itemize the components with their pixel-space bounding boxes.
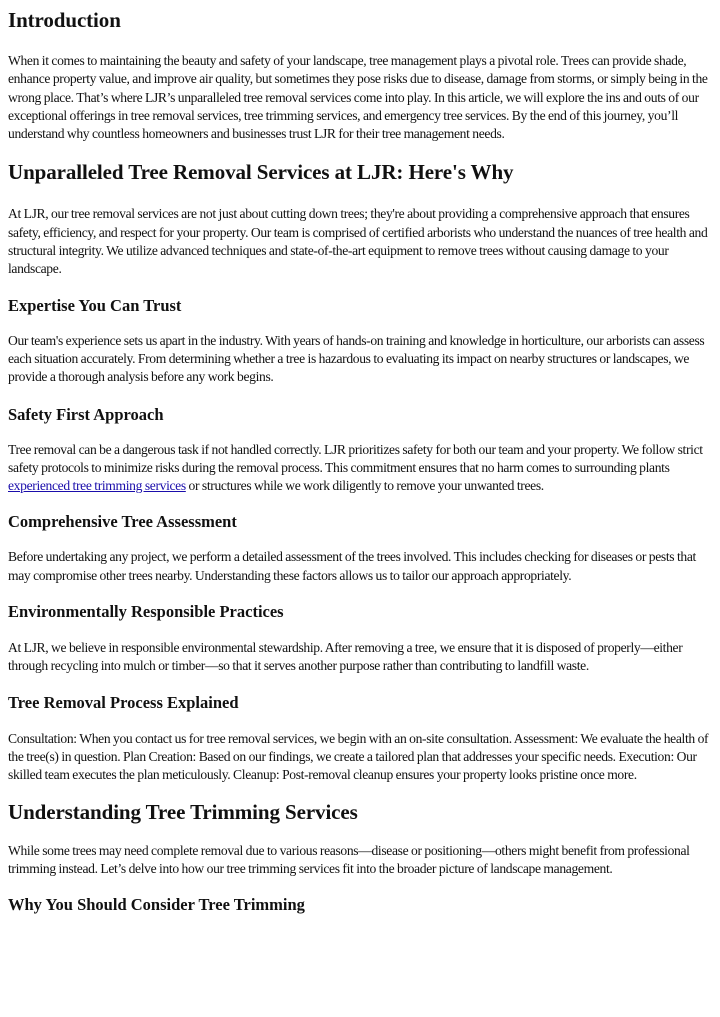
- removal-heading: Unparalleled Tree Removal Services at LJR: Here's Why: [8, 160, 514, 185]
- safety-text-before-link: Tree removal can be a dangerous task if not handled correctly. LJR prioritizes safety for both our team and your property. We follow strict safety protocols to minimize risks during the removal process. This commitment ensures that no harm comes to surrounding plants: [8, 441, 703, 475]
- introduction-heading: Introduction: [8, 8, 121, 32]
- environment-paragraph: At LJR, we believe in responsible environmental stewardship. After removing a tree, we ensure that it is disposed of properly—either through recycling into mulch or timber—so that it serves another purpose rather than contributing to landfill waste.: [8, 640, 683, 674]
- tree-trimming-services-link[interactable]: experienced tree trimming services: [8, 478, 186, 494]
- assessment-paragraph: Before undertaking any project, we perform a detailed assessment of the trees involved. This includes checking for diseases or pests that may compromise other trees nearby. Understanding these factors allows us to tailor our approach appropriately.: [8, 549, 696, 583]
- why-trim-heading: Why You Should Consider Tree Trimming: [8, 895, 305, 915]
- safety-heading: Safety First Approach: [8, 404, 164, 424]
- expertise-heading: Expertise You Can Trust: [8, 295, 182, 315]
- introduction-paragraph: When it comes to maintaining the beauty and safety of your landscape, tree management plays a pivotal role. Trees can provide shade, enhance property value, and improve air quality, but sometimes they pose risks due to disease, damage from storms, or simply being in the wrong place. That’s where LJR’s unparalleled tree removal services come into play. In this article, we will explore the ins and outs of our exceptional offerings in tree removal services, tree trimming services, and emergency tree services. By the end of this journey, you’ll understand why countless homeowners and businesses trust LJR for their tree management needs.: [8, 53, 708, 142]
- trimming-paragraph: While some trees may need complete removal due to various reasons—disease or positioning—others might benefit from professional trimming instead. Let’s delve into how our tree trimming services fit into the broader picture of landscape management.: [8, 842, 690, 876]
- removal-paragraph: At LJR, our tree removal services are not just about cutting down trees; they're about providing a comprehensive approach that ensures safety, efficiency, and respect for your property. Our team is comprised of certified arborists who understand the nuances of tree health and structural integrity. We utilize advanced techniques and state-of-the-art equipment to remove trees without causing damage to your landscape.: [8, 206, 708, 277]
- safety-text-after-link: or structures while we work diligently to remove your unwanted trees.: [185, 478, 544, 494]
- expertise-paragraph: Our team's experience sets us apart in the industry. With years of hands-on training and knowledge in horticulture, our arborists can assess each situation accurately. From determining whether a tree is hazardous to evaluating its impact on nearby structures or landscapes, we provide a thorough analysis before any work begins.: [8, 332, 705, 385]
- safety-paragraph: [8, 441, 716, 496]
- assessment-heading: Comprehensive Tree Assessment: [8, 512, 237, 532]
- process-paragraph: Consultation: When you contact us for tree removal services, we begin with an on-site consultation. Assessment: We evaluate the health of the tree(s) in question. Plan Creation: Based on our findings, we create a tailored plan that addresses your specific needs. Execution: Our skilled team executes the plan meticulously. Cleanup: Post-removal cleanup ensures your property looks pristine once more.: [8, 730, 709, 783]
- article: [8, 0, 716, 916]
- environment-heading: Environmentally Responsible Practices: [8, 602, 284, 622]
- trimming-heading: Understanding Tree Trimming Services: [8, 799, 358, 824]
- process-heading: Tree Removal Process Explained: [8, 692, 239, 712]
